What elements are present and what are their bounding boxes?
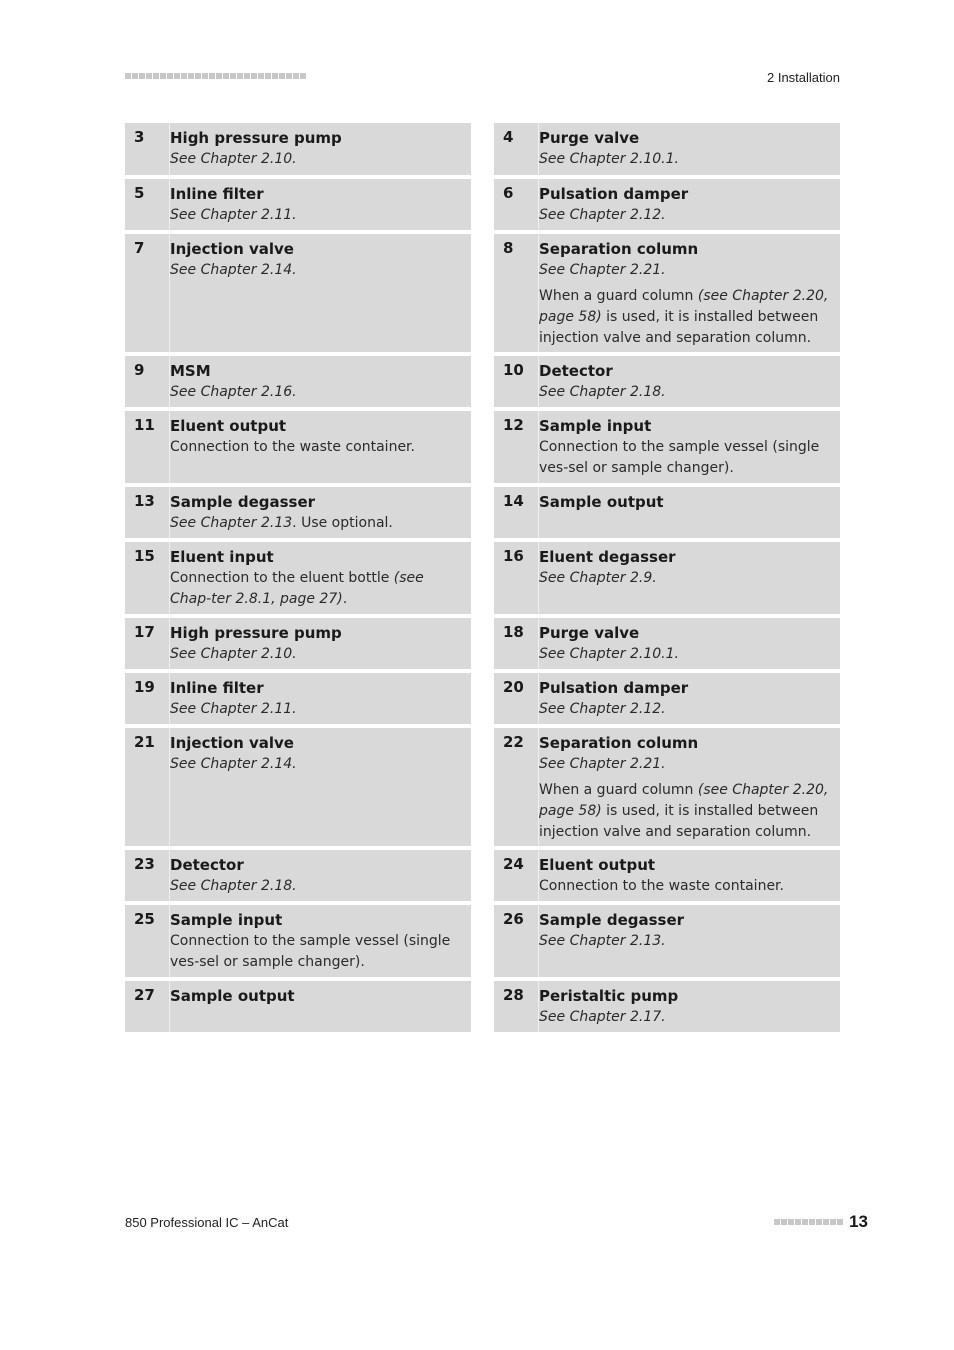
- legend-content: [539, 123, 840, 175]
- legend-content: [539, 179, 840, 230]
- legend-description: [170, 568, 461, 610]
- legend-content: [170, 618, 471, 669]
- legend-title: Eluent input: [170, 548, 274, 566]
- legend-number: 22: [494, 728, 539, 846]
- legend-title: Detector: [170, 856, 244, 874]
- legend-description-part: Connection to the eluent bottle: [170, 570, 394, 586]
- legend-number: 27: [125, 981, 170, 1032]
- legend-description: Connection to the waste container.: [170, 439, 415, 455]
- legend-column-left: [125, 123, 471, 1036]
- decoration-square: [181, 73, 187, 79]
- legend-content: [539, 850, 840, 901]
- decoration-square: [139, 73, 145, 79]
- decoration-square: [237, 73, 243, 79]
- legend-description-part: . Use optional.: [292, 515, 393, 531]
- decoration-square: [244, 73, 250, 79]
- decoration-square: [167, 73, 173, 79]
- legend-number: 19: [125, 673, 170, 724]
- legend-row: [494, 905, 840, 977]
- legend-row: [494, 728, 840, 846]
- legend-description: Connection to the sample vessel (single ves-sel or sample changer).: [539, 439, 820, 476]
- legend-description: See Chapter 2.14.: [170, 262, 297, 278]
- footer-page: [774, 1212, 868, 1232]
- decoration-square: [823, 1219, 829, 1225]
- legend-number: 9: [125, 356, 170, 407]
- legend-number: 6: [494, 179, 539, 230]
- decoration-square: [258, 73, 264, 79]
- legend-title: High pressure pump: [170, 129, 342, 147]
- legend-row: [494, 673, 840, 724]
- legend-description: See Chapter 2.18.: [170, 878, 297, 894]
- legend-title: Separation column: [539, 734, 699, 752]
- legend-number: 28: [494, 981, 539, 1032]
- legend-title: Peristaltic pump: [539, 987, 679, 1005]
- legend-description: See Chapter 2.9.: [539, 570, 657, 586]
- legend-description: See Chapter 2.10.1.: [539, 646, 679, 662]
- decoration-square: [146, 73, 152, 79]
- legend-row: [125, 618, 471, 669]
- decoration-square: [251, 73, 257, 79]
- legend-content: [539, 234, 840, 352]
- legend-content: [539, 905, 840, 977]
- footer-product: 850 Professional IC – AnCat: [125, 1215, 289, 1230]
- legend-description: [170, 513, 461, 534]
- legend-column-right: [494, 123, 840, 1036]
- legend-number: 8: [494, 234, 539, 352]
- legend-description: See Chapter 2.13.: [539, 933, 666, 949]
- legend-note: [539, 780, 830, 843]
- header-decoration: [125, 73, 306, 79]
- legend-number: 10: [494, 356, 539, 407]
- legend-note-part: When a guard column: [539, 288, 698, 304]
- decoration-square: [795, 1219, 801, 1225]
- legend-note-part: When a guard column: [539, 782, 698, 798]
- legend-number: 12: [494, 411, 539, 483]
- legend-row: [494, 179, 840, 230]
- legend-row: [125, 905, 471, 977]
- decoration-square: [132, 73, 138, 79]
- legend-content: [170, 411, 471, 483]
- legend-title: Purge valve: [539, 624, 640, 642]
- decoration-square: [174, 73, 180, 79]
- legend-content: [539, 542, 840, 614]
- decoration-square: [830, 1219, 836, 1225]
- legend-row: [494, 542, 840, 614]
- legend-number: 20: [494, 673, 539, 724]
- legend-content: [539, 618, 840, 669]
- legend-title: Inline filter: [170, 185, 264, 203]
- legend-note-part: (see Chapter 2.20, page 58): [539, 288, 829, 325]
- legend-content: [539, 728, 840, 846]
- decoration-square: [202, 73, 208, 79]
- legend-description: See Chapter 2.12.: [539, 701, 666, 717]
- legend-number: 7: [125, 234, 170, 352]
- section-title: 2 Installation: [767, 70, 840, 85]
- legend-description-part: See Chapter 2.13: [170, 515, 293, 531]
- legend-description: Connection to the waste container.: [539, 878, 784, 894]
- legend-row: [494, 487, 840, 538]
- decoration-square: [837, 1219, 843, 1225]
- legend-description: See Chapter 2.12.: [539, 207, 666, 223]
- legend-title: Sample output: [170, 987, 295, 1005]
- decoration-square: [809, 1219, 815, 1225]
- legend-description: See Chapter 2.10.: [170, 646, 297, 662]
- legend-row: [494, 234, 840, 352]
- footer-decoration: [774, 1219, 843, 1225]
- legend-number: 24: [494, 850, 539, 901]
- legend-row: [494, 411, 840, 483]
- legend-title: Sample degasser: [170, 493, 316, 511]
- legend-content: [170, 356, 471, 407]
- legend-content: [170, 542, 471, 614]
- legend-content: [170, 850, 471, 901]
- legend-title: Injection valve: [170, 734, 294, 752]
- decoration-square: [279, 73, 285, 79]
- legend-content: [539, 356, 840, 407]
- legend-number: 3: [125, 123, 170, 175]
- legend-content: [170, 487, 471, 538]
- legend-content: [170, 234, 471, 352]
- legend-title: Pulsation damper: [539, 185, 689, 203]
- legend-title: Sample input: [539, 417, 652, 435]
- legend-description: See Chapter 2.10.1.: [539, 151, 679, 167]
- legend-row: [125, 356, 471, 407]
- legend-row: [125, 411, 471, 483]
- legend-content: [170, 673, 471, 724]
- decoration-square: [125, 73, 131, 79]
- decoration-square: [788, 1219, 794, 1225]
- legend-description: See Chapter 2.17.: [539, 1009, 666, 1025]
- decoration-square: [293, 73, 299, 79]
- legend-description: See Chapter 2.14.: [170, 756, 297, 772]
- legend-row: [494, 123, 840, 175]
- legend-row: [494, 981, 840, 1032]
- legend-row: [125, 179, 471, 230]
- decoration-square: [195, 73, 201, 79]
- decoration-square: [272, 73, 278, 79]
- legend-note: [539, 286, 830, 349]
- legend-number: 15: [125, 542, 170, 614]
- legend-title: Injection valve: [170, 240, 294, 258]
- legend-content: [539, 673, 840, 724]
- legend-number: 13: [125, 487, 170, 538]
- legend-content: [539, 981, 840, 1032]
- legend-content: [539, 487, 840, 538]
- legend-title: Sample input: [170, 911, 283, 929]
- legend-title: Purge valve: [539, 129, 640, 147]
- legend-description: See Chapter 2.11.: [170, 207, 297, 223]
- legend-description-part: .: [342, 591, 348, 607]
- legend-row: [125, 981, 471, 1032]
- legend-description: See Chapter 2.21.: [539, 756, 666, 772]
- legend-row: [494, 850, 840, 901]
- legend-title: Separation column: [539, 240, 699, 258]
- decoration-square: [223, 73, 229, 79]
- legend-content: [170, 905, 471, 977]
- legend-description: See Chapter 2.10.: [170, 151, 297, 167]
- decoration-square: [188, 73, 194, 79]
- legend-row: [125, 123, 471, 175]
- legend-number: 21: [125, 728, 170, 846]
- legend-number: 18: [494, 618, 539, 669]
- decoration-square: [802, 1219, 808, 1225]
- decoration-square: [816, 1219, 822, 1225]
- legend-description: See Chapter 2.21.: [539, 262, 666, 278]
- legend-number: 17: [125, 618, 170, 669]
- legend-row: [494, 356, 840, 407]
- decoration-square: [286, 73, 292, 79]
- legend-number: 11: [125, 411, 170, 483]
- legend-description: See Chapter 2.18.: [539, 384, 666, 400]
- legend-title: Eluent degasser: [539, 548, 676, 566]
- legend-note-part: (see Chapter 2.20, page 58): [539, 782, 829, 819]
- legend-number: 14: [494, 487, 539, 538]
- legend-title: Pulsation damper: [539, 679, 689, 697]
- legend-number: 16: [494, 542, 539, 614]
- legend-title: High pressure pump: [170, 624, 342, 642]
- legend-row: [125, 673, 471, 724]
- legend-title: Sample output: [539, 493, 664, 511]
- legend-number: 26: [494, 905, 539, 977]
- legend-description: See Chapter 2.11.: [170, 701, 297, 717]
- legend-content: [170, 123, 471, 175]
- decoration-square: [160, 73, 166, 79]
- legend-row: [125, 728, 471, 846]
- decoration-square: [774, 1219, 780, 1225]
- decoration-square: [265, 73, 271, 79]
- legend-content: [170, 981, 471, 1032]
- legend-row: [125, 850, 471, 901]
- legend-row: [494, 618, 840, 669]
- page-number: 13: [849, 1212, 868, 1231]
- decoration-square: [216, 73, 222, 79]
- decoration-square: [781, 1219, 787, 1225]
- legend-description: Connection to the sample vessel (single ves-sel or sample changer).: [170, 933, 451, 970]
- legend-title: Sample degasser: [539, 911, 685, 929]
- legend-row: [125, 487, 471, 538]
- legend-note-part: is used, it is installed between injection valve and separation column.: [539, 309, 819, 346]
- legend-row: [125, 234, 471, 352]
- legend-description: See Chapter 2.16.: [170, 384, 297, 400]
- decoration-square: [300, 73, 306, 79]
- legend-title: Detector: [539, 362, 613, 380]
- legend-title: MSM: [170, 362, 211, 380]
- legend-description-part: (see Chap-ter 2.8.1, page 27): [170, 570, 424, 607]
- legend-number: 5: [125, 179, 170, 230]
- legend-note-part: is used, it is installed between injection valve and separation column.: [539, 803, 819, 840]
- legend-content: [170, 179, 471, 230]
- legend-content: [539, 411, 840, 483]
- decoration-square: [153, 73, 159, 79]
- legend-row: [125, 542, 471, 614]
- legend-title: Inline filter: [170, 679, 264, 697]
- decoration-square: [209, 73, 215, 79]
- decoration-square: [230, 73, 236, 79]
- legend-number: 4: [494, 123, 539, 175]
- legend-number: 25: [125, 905, 170, 977]
- legend-title: Eluent output: [170, 417, 287, 435]
- legend-title: Eluent output: [539, 856, 656, 874]
- legend-content: [170, 728, 471, 846]
- legend-number: 23: [125, 850, 170, 901]
